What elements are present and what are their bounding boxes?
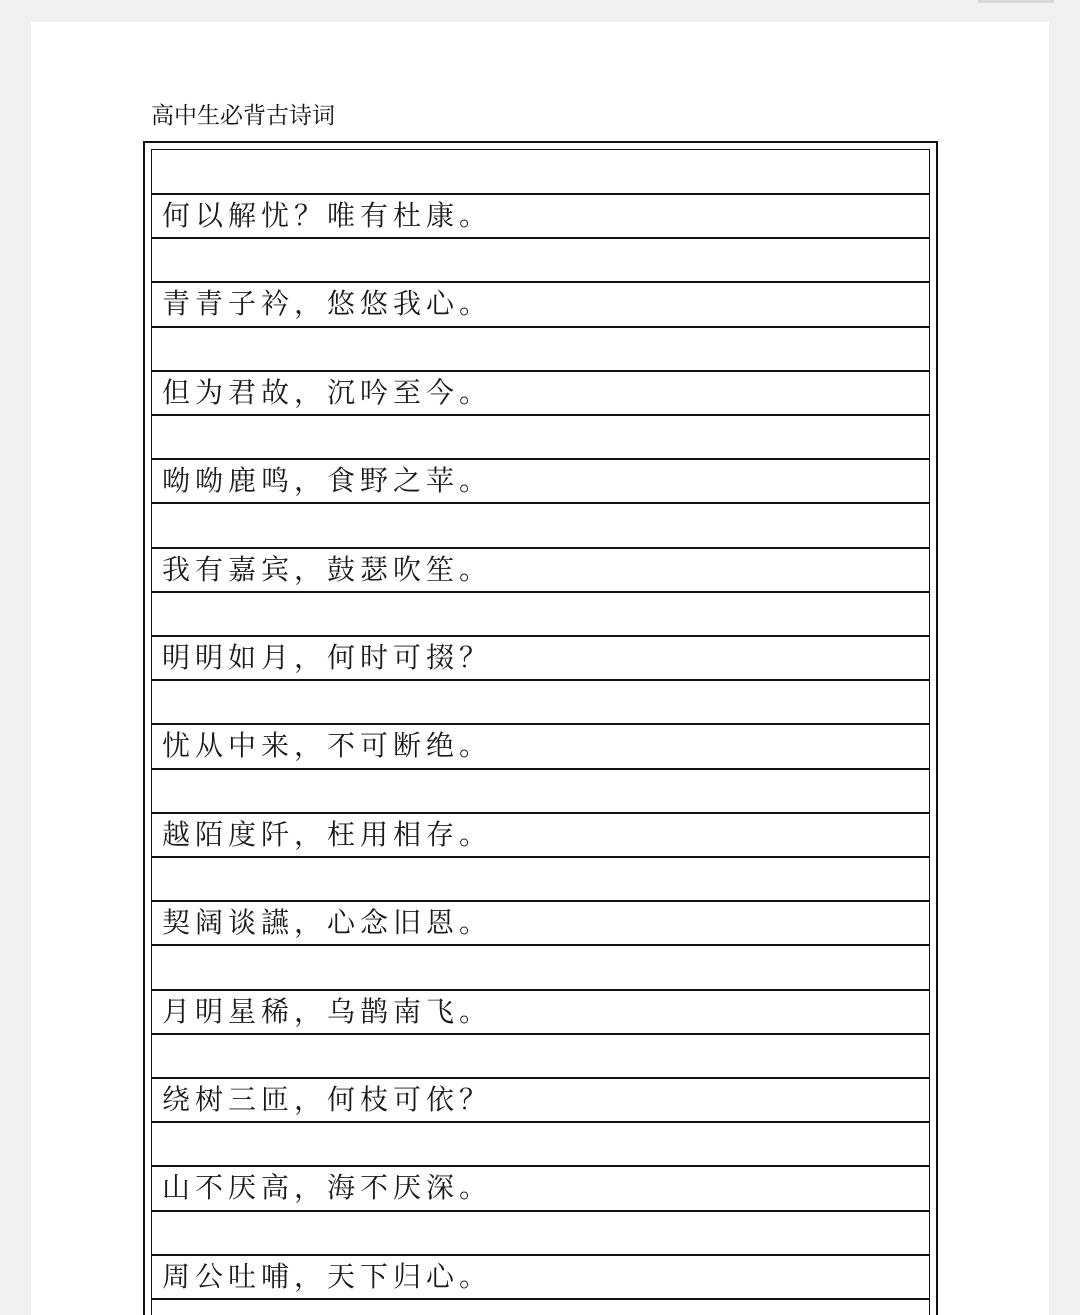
verse-line: 但为君故，沉吟至今。: [162, 375, 493, 409]
verse-line: 青青子衿，悠悠我心。: [162, 287, 493, 321]
verse-line: 呦呦鹿鸣，食野之苹。: [162, 464, 493, 498]
verse-line: 忧从中来，不可断绝。: [162, 729, 493, 763]
verse-line: 明明如月，何时可掇？: [162, 641, 493, 674]
verse-line: 契阔谈讌，心念旧恩。: [162, 906, 493, 940]
verse-line: 月明星稀，乌鹊南飞。: [162, 994, 493, 1028]
verse-line: 我有嘉宾，鼓瑟吹笙。: [162, 552, 493, 586]
top-scroll-indicator: [978, 0, 1054, 3]
verse-line: 何以解忧？唯有杜康。: [162, 199, 493, 232]
verse-line: 越陌度阡，枉用相存。: [162, 817, 493, 851]
verse-line: 绕树三匝，何枝可依？: [162, 1083, 493, 1116]
verse-line: 周公吐哺，天下归心。: [162, 1259, 493, 1293]
page-title: 高中生必背古诗词: [151, 103, 335, 129]
verse-line: 山不厌高，海不厌深。: [162, 1171, 493, 1205]
